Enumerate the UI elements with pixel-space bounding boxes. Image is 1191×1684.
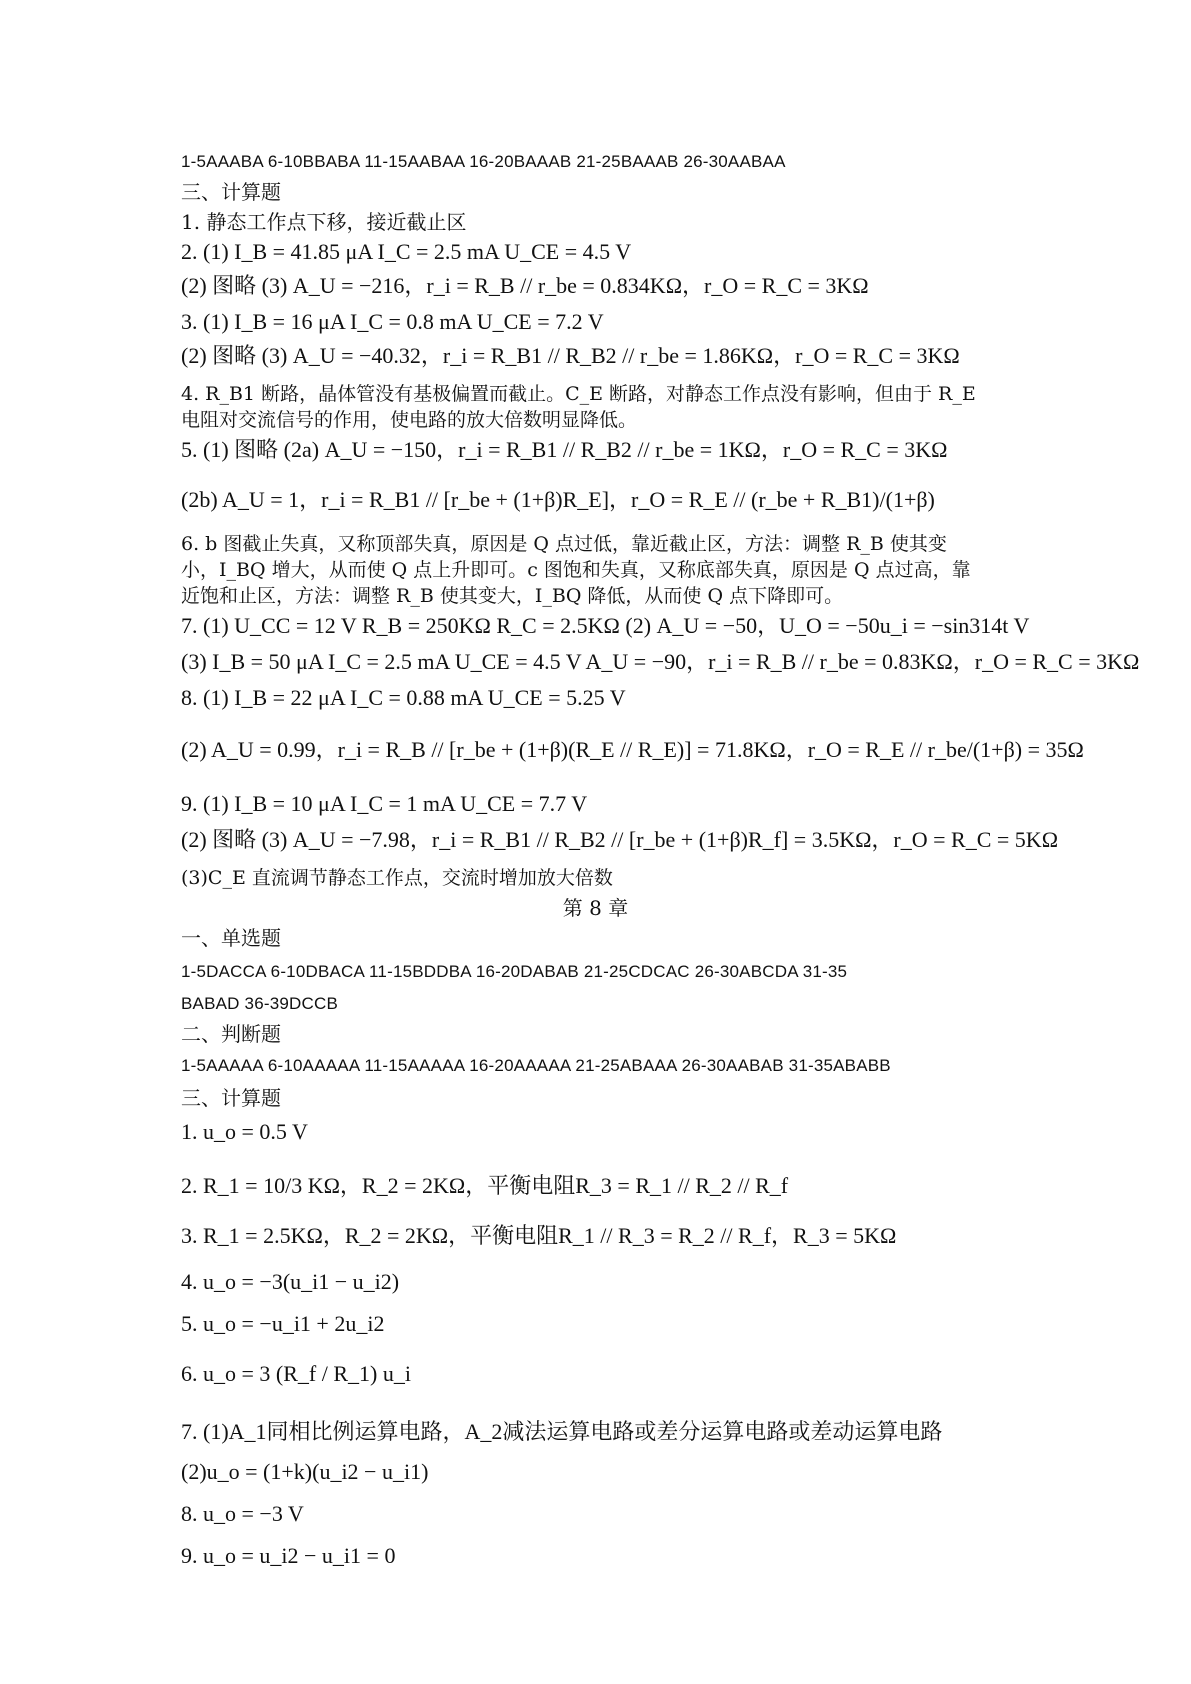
ch7-judge-answers: 1-5AAABA 6-10BBABA 11-15AABAA 16-20BAAAB 21-25BAAAB 26-30AABAA (181, 152, 786, 171)
ch7-calc-heading: 三、计算题 (181, 180, 281, 204)
ch8-q6: 6. u_o = 3 (R_f / R_1) u_i (181, 1361, 411, 1386)
ch7-q4-1: 4. R_B1 断路，晶体管没有基极偏置而截止。C_E 断路，对静态工作点没有影响，但由于 R_E (181, 383, 976, 405)
ch8-q5: 5. u_o = −u_i1 + 2u_i2 (181, 1311, 385, 1336)
ch7-q2-2: (2) 图略 (3) A_U = −216，r_i = R_B // r_be = 0.834KΩ，r_O = R_C = 3KΩ (181, 273, 869, 298)
ch8-q1: 1. u_o = 0.5 V (181, 1119, 308, 1144)
ch7-q9-3: (3)C_E 直流调节静态工作点，交流时增加放大倍数 (181, 867, 613, 889)
ch8-single-answers-2: BABAD 36-39DCCB (181, 994, 339, 1013)
ch8-q9: 9. u_o = u_i2 − u_i1 = 0 (181, 1543, 396, 1568)
ch7-q6-2: 小，I_BQ 增大，从而使 Q 点上升即可。c 图饱和失真，又称底部失真，原因是 Q 点过高，靠 (181, 559, 971, 581)
ch7-q8-1: 8. (1) I_B = 22 μA I_C = 0.88 mA U_CE = 5.25 V (181, 685, 626, 710)
ch7-q2-1: 2. (1) I_B = 41.85 μA I_C = 2.5 mA U_CE = 4.5 V (181, 239, 632, 264)
ch7-q1: 1. 静态工作点下移，接近截止区 (181, 210, 467, 234)
ch8-q7-1: 7. (1)A_1同相比例运算电路，A_2减法运算电路或差分运算电路或差动运算电路 (181, 1419, 943, 1444)
ch7-q9-1: 9. (1) I_B = 10 μA I_C = 1 mA U_CE = 7.7 V (181, 791, 588, 816)
ch7-q5-1: 5. (1) 图略 (2a) A_U = −150，r_i = R_B1 // R_B2 // r_be = 1KΩ，r_O = R_C = 3KΩ (181, 437, 948, 462)
ch8-q8: 8. u_o = −3 V (181, 1501, 304, 1526)
ch7-q5-2: (2b) A_U = 1，r_i = R_B1 // [r_be + (1+β)R_E]，r_O = R_E // (r_be + R_B1)/(1+β) (181, 487, 935, 512)
ch7-q3-1: 3. (1) I_B = 16 μA I_C = 0.8 mA U_CE = 7.2 V (181, 309, 604, 334)
ch8-title: 第 8 章 (562, 896, 629, 920)
ch8-q2: 2. R_1 = 10/3 KΩ，R_2 = 2KΩ，平衡电阻R_3 = R_1 // R_2 // R_f (181, 1173, 789, 1198)
ch8-single-heading: 一、单选题 (181, 926, 281, 950)
ch8-q4: 4. u_o = −3(u_i1 − u_i2) (181, 1269, 400, 1294)
ch7-q3-2: (2) 图略 (3) A_U = −40.32，r_i = R_B1 // R_B2 // r_be = 1.86KΩ，r_O = R_C = 3KΩ (181, 343, 960, 368)
ch7-q7-1: 7. (1) U_CC = 12 V R_B = 250KΩ R_C = 2.5KΩ (2) A_U = −50，U_O = −50u_i = −sin314t V (181, 613, 1030, 638)
ch7-q8-2: (2) A_U = 0.99，r_i = R_B // [r_be + (1+β)(R_E // R_E)] = 71.8KΩ，r_O = R_E // r_be/(1+β) = 35Ω (181, 737, 1084, 762)
ch8-judge-heading: 二、判断题 (181, 1022, 281, 1046)
ch8-judge-answers: 1-5AAAAA 6-10AAAAA 11-15AAAAA 16-20AAAAA 21-25ABAAA 26-30AABAB 31-35ABABB (181, 1056, 891, 1075)
ch7-q4-2: 电阻对交流信号的作用，使电路的放大倍数明显降低。 (181, 409, 638, 431)
ch8-calc-heading: 三、计算题 (181, 1086, 281, 1110)
ch8-q7-2: (2)u_o = (1+k)(u_i2 − u_i1) (181, 1459, 429, 1484)
ch7-q7-2: (3) I_B = 50 μA I_C = 2.5 mA U_CE = 4.5 V A_U = −90，r_i = R_B // r_be = 0.83KΩ，r_O = R_C = 3KΩ (181, 649, 1140, 674)
ch8-single-answers-1: 1-5DACCA 6-10DBACA 11-15BDDBA 16-20DABAB 21-25CDCAC 26-30ABCDA 31-35 (181, 962, 848, 981)
ch7-q6-1: 6. b 图截止失真，又称顶部失真，原因是 Q 点过低，靠近截止区，方法：调整 R_B 使其变 (181, 533, 947, 555)
ch7-q9-2: (2) 图略 (3) A_U = −7.98，r_i = R_B1 // R_B2 // [r_be + (1+β)R_f] = 3.5KΩ，r_O = R_C = 5KΩ (181, 827, 1059, 852)
ch7-q6-3: 近饱和止区，方法：调整 R_B 使其变大，I_BQ 降低，从而使 Q 点下降即可。 (181, 585, 844, 607)
ch8-q3: 3. R_1 = 2.5KΩ，R_2 = 2KΩ，平衡电阻R_1 // R_3 = R_2 // R_f，R_3 = 5KΩ (181, 1223, 897, 1248)
